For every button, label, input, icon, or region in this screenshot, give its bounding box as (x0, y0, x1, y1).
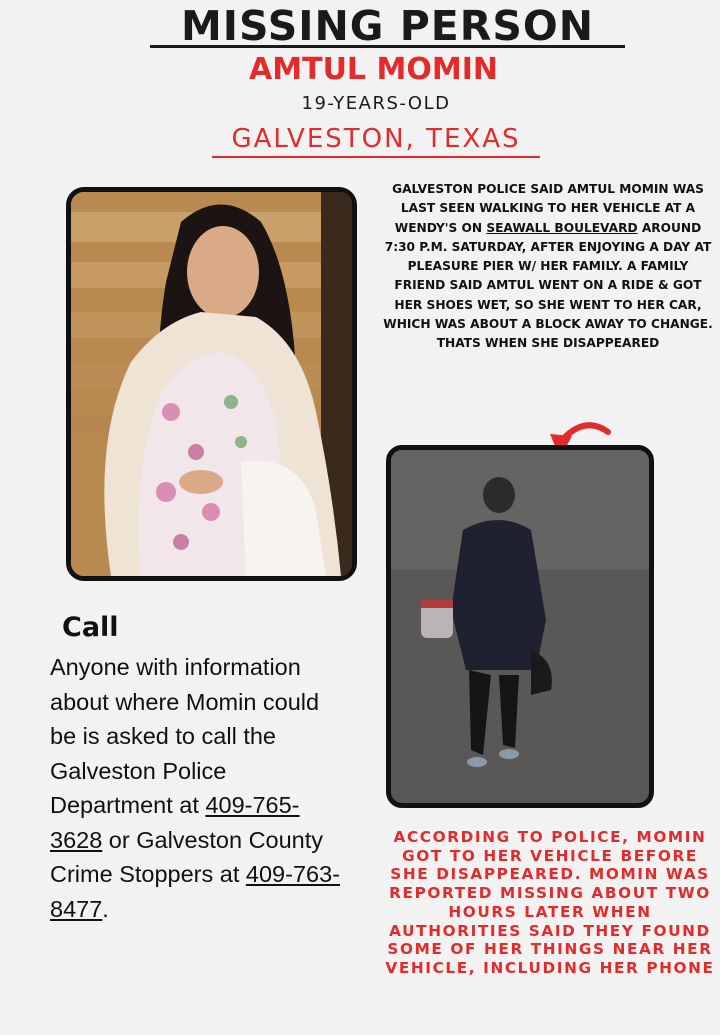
police-phone-link[interactable]: 409-765-3628 (50, 792, 300, 853)
poster-title: MISSING PERSON (150, 4, 625, 48)
story-text-part1: GALVESTON POLICE SAID AMTUL MOMIN WAS LAST SEEN WALKING TO HER VEHICLE AT A WENDY'S ON (392, 182, 704, 235)
person-age: 19-YEARS-OLD (301, 93, 451, 114)
person-location: GALVESTON, TEXAS (212, 122, 540, 158)
crime-stoppers-phone-link[interactable]: 409-763-8477 (50, 861, 340, 922)
story-text-part2: AROUND 7:30 P.M. SATURDAY, AFTER ENJOYING A DAY AT PLEASURE PIER W/ HER FAMILY. A FAMILY FRIEND SAID AMTUL WENT ON A RIDE & GOT HER SHOES WET, SO SHE WENT TO HER CAR, WHICH WAS ABOUT A BLOCK AWAY TO CHANGE. THATS WHEN SHE DISAPPEARED (383, 220, 713, 351)
story-paragraph (382, 180, 714, 354)
call-heading: Call (62, 612, 119, 643)
police-note: ACCORDING TO POLICE, MOMIN GOT TO HER VEHICLE BEFORE SHE DISAPPEARED. MOMIN WAS REPORTED MISSING ABOUT TWO HOURS LATER WHEN AUTHORITIES SAID THEY FOUND SOME OF HER THINGS NEAR HER VEHICLE, INCLUDING HER PHONE (385, 828, 715, 977)
person-name: AMTUL MOMIN (249, 52, 498, 87)
portrait-photo (66, 187, 357, 581)
call-text-part1: Anyone with information about where Momin could be is asked to call the Galveston Police Department at (50, 654, 320, 818)
story-street-name: SEAWALL BOULEVARD (486, 220, 638, 235)
surveillance-photo (386, 445, 654, 808)
call-instructions (50, 650, 350, 926)
call-text-part2: or Galveston County Crime Stoppers at (50, 826, 324, 887)
call-text-part3: . (102, 895, 109, 922)
